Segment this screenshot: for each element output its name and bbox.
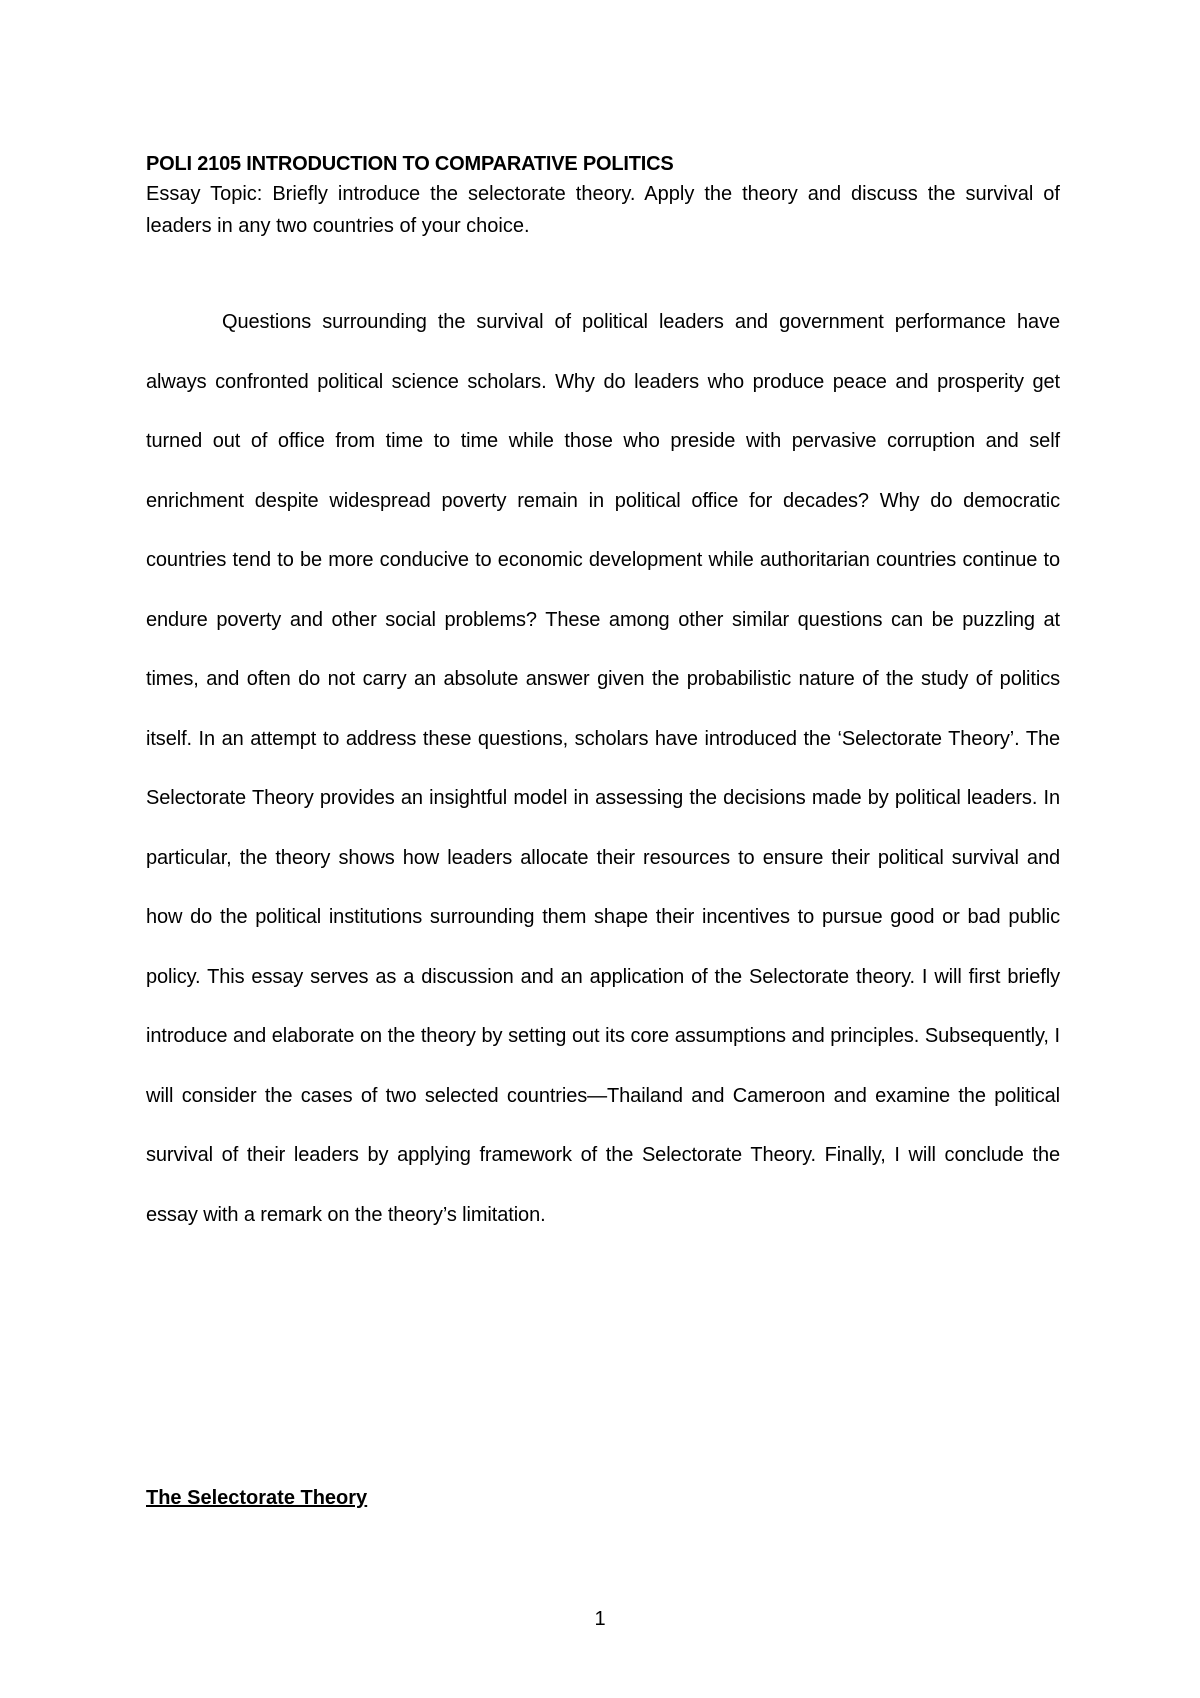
essay-topic: Essay Topic: Briefly introduce the selectorate theory. Apply the theory and discuss the survival of leaders in any two countries of your choice. — [146, 183, 1060, 237]
document-header — [146, 150, 1060, 242]
intro-paragraph: Questions surrounding the survival of political leaders and government performance have always confronted political science scholars. Why do leaders who produce peace and prosperity get turned out of office from time to time while those who preside with pervasive corruption and self enrichment despite widespread poverty remain in political office for decades? Why do democratic countries tend to be more conducive to economic development while authoritarian countries continue to endure poverty and other social problems? These among other similar questions can be puzzling at times, and often do not carry an absolute answer given the probabilistic nature of the study of politics itself. In an attempt to address these questions, scholars have introduced the ‘Selectorate Theory’. The Selectorate Theory provides an insightful model in assessing the decisions made by political leaders. In particular, the theory shows how leaders allocate their resources to ensure their political survival and how do the political institutions surrounding them shape their incentives to pursue good or bad public policy. This essay serves as a discussion and an application of the Selectorate theory. I will first briefly introduce and elaborate on the theory by setting out its core assumptions and principles. Subsequently, I will consider the cases of two selected countries—Thailand and Cameroon and examine the political survival of their leaders by applying framework of the Selectorate Theory. Finally, I will conclude the essay with a remark on the theory’s limitation. — [146, 311, 1060, 1226]
course-title: POLI 2105 INTRODUCTION TO COMPARATIVE POLITICS — [146, 153, 674, 175]
page-number: 1 — [594, 1608, 606, 1630]
section-heading: The Selectorate Theory — [146, 1487, 368, 1509]
